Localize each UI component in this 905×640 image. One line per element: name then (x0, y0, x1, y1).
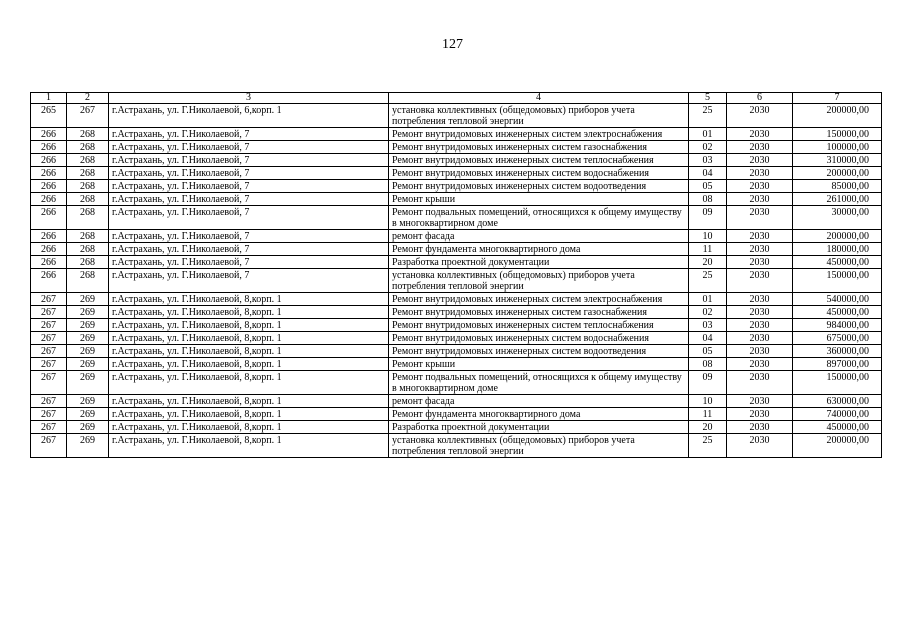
address-cell: г.Астрахань, ул. Г.Николаевой, 7 (109, 269, 389, 293)
table-body (31, 104, 882, 458)
work-code-cell: 01 (689, 128, 727, 141)
item-number-cell: 269 (67, 293, 109, 306)
address-cell: г.Астрахань, ул. Г.Николаевой, 7 (109, 243, 389, 256)
item-number-cell: 268 (67, 243, 109, 256)
work-code-cell: 08 (689, 358, 727, 371)
item-number-cell: 268 (67, 230, 109, 243)
address-cell: г.Астрахань, ул. Г.Николаевой, 8,корп. 1 (109, 332, 389, 345)
column-header: 6 (727, 93, 793, 104)
address-cell: г.Астрахань, ул. Г.Николаевой, 7 (109, 256, 389, 269)
work-code-cell: 09 (689, 371, 727, 395)
column-header: 4 (389, 93, 689, 104)
work-code-cell: 05 (689, 180, 727, 193)
table-row (31, 167, 882, 180)
row-number-cell: 267 (31, 408, 67, 421)
work-code-cell: 05 (689, 345, 727, 358)
cost-cell: 150000,00 (793, 269, 882, 293)
work-code-cell: 25 (689, 434, 727, 458)
table-row (31, 421, 882, 434)
repair-schedule-table (30, 92, 882, 458)
table-row (31, 293, 882, 306)
work-type-cell: Ремонт внутридомовых инженерных систем электроснабжения (389, 128, 689, 141)
work-code-cell: 01 (689, 293, 727, 306)
item-number-cell: 268 (67, 180, 109, 193)
work-type-cell: Ремонт внутридомовых инженерных систем водоснабжения (389, 332, 689, 345)
address-cell: г.Астрахань, ул. Г.Николаевой, 7 (109, 128, 389, 141)
table-row (31, 319, 882, 332)
item-number-cell: 268 (67, 193, 109, 206)
cost-cell: 984000,00 (793, 319, 882, 332)
row-number-cell: 266 (31, 193, 67, 206)
cost-cell: 740000,00 (793, 408, 882, 421)
cost-cell: 200000,00 (793, 167, 882, 180)
work-type-cell: Ремонт внутридомовых инженерных систем электроснабжения (389, 293, 689, 306)
year-cell: 2030 (727, 395, 793, 408)
table-row (31, 332, 882, 345)
work-type-cell: Ремонт фундамента многоквартирного дома (389, 408, 689, 421)
row-number-cell: 266 (31, 256, 67, 269)
cost-cell: 450000,00 (793, 306, 882, 319)
item-number-cell: 268 (67, 269, 109, 293)
row-number-cell: 267 (31, 293, 67, 306)
item-number-cell: 269 (67, 358, 109, 371)
work-type-cell: Ремонт крыши (389, 193, 689, 206)
row-number-cell: 267 (31, 332, 67, 345)
year-cell: 2030 (727, 243, 793, 256)
item-number-cell: 268 (67, 128, 109, 141)
item-number-cell: 269 (67, 345, 109, 358)
cost-cell: 450000,00 (793, 421, 882, 434)
work-code-cell: 11 (689, 408, 727, 421)
work-type-cell: Ремонт внутридомовых инженерных систем газоснабжения (389, 141, 689, 154)
work-code-cell: 09 (689, 206, 727, 230)
table-row (31, 206, 882, 230)
cost-cell: 85000,00 (793, 180, 882, 193)
work-type-cell: Ремонт внутридомовых инженерных систем водоотведения (389, 180, 689, 193)
cost-cell: 630000,00 (793, 395, 882, 408)
item-number-cell: 269 (67, 408, 109, 421)
address-cell: г.Астрахань, ул. Г.Николаевой, 6,корп. 1 (109, 104, 389, 128)
table-row (31, 345, 882, 358)
address-cell: г.Астрахань, ул. Г.Николаевой, 7 (109, 230, 389, 243)
year-cell: 2030 (727, 306, 793, 319)
cost-cell: 200000,00 (793, 230, 882, 243)
row-number-cell: 267 (31, 345, 67, 358)
work-type-cell: Ремонт внутридомовых инженерных систем водоотведения (389, 345, 689, 358)
column-header: 5 (689, 93, 727, 104)
cost-cell: 200000,00 (793, 434, 882, 458)
table-row (31, 154, 882, 167)
table-row (31, 243, 882, 256)
item-number-cell: 268 (67, 141, 109, 154)
table-row (31, 408, 882, 421)
item-number-cell: 267 (67, 104, 109, 128)
work-code-cell: 04 (689, 167, 727, 180)
work-type-cell: Ремонт фундамента многоквартирного дома (389, 243, 689, 256)
year-cell: 2030 (727, 293, 793, 306)
cost-cell: 450000,00 (793, 256, 882, 269)
work-code-cell: 20 (689, 256, 727, 269)
row-number-cell: 267 (31, 434, 67, 458)
work-type-cell: Разработка проектной документации (389, 421, 689, 434)
year-cell: 2030 (727, 319, 793, 332)
item-number-cell: 268 (67, 256, 109, 269)
address-cell: г.Астрахань, ул. Г.Николаевой, 8,корп. 1 (109, 319, 389, 332)
year-cell: 2030 (727, 128, 793, 141)
row-number-cell: 266 (31, 128, 67, 141)
table-row (31, 141, 882, 154)
work-code-cell: 10 (689, 230, 727, 243)
item-number-cell: 269 (67, 395, 109, 408)
year-cell: 2030 (727, 256, 793, 269)
work-code-cell: 25 (689, 269, 727, 293)
work-type-cell: ремонт фасада (389, 395, 689, 408)
cost-cell: 180000,00 (793, 243, 882, 256)
row-number-cell: 266 (31, 141, 67, 154)
cost-cell: 200000,00 (793, 104, 882, 128)
year-cell: 2030 (727, 104, 793, 128)
row-number-cell: 266 (31, 180, 67, 193)
table-row (31, 269, 882, 293)
work-type-cell: Ремонт крыши (389, 358, 689, 371)
year-cell: 2030 (727, 434, 793, 458)
year-cell: 2030 (727, 154, 793, 167)
cost-cell: 675000,00 (793, 332, 882, 345)
year-cell: 2030 (727, 206, 793, 230)
work-type-cell: установка коллективных (общедомовых) приборов учета потребления тепловой энергии (389, 434, 689, 458)
item-number-cell: 269 (67, 332, 109, 345)
address-cell: г.Астрахань, ул. Г.Николаевой, 8,корп. 1 (109, 395, 389, 408)
table-row (31, 395, 882, 408)
table-row (31, 230, 882, 243)
table-row (31, 358, 882, 371)
cost-cell: 100000,00 (793, 141, 882, 154)
item-number-cell: 269 (67, 371, 109, 395)
item-number-cell: 269 (67, 434, 109, 458)
year-cell: 2030 (727, 421, 793, 434)
item-number-cell: 269 (67, 306, 109, 319)
work-type-cell: Ремонт внутридомовых инженерных систем теплоснабжения (389, 319, 689, 332)
table-row (31, 371, 882, 395)
address-cell: г.Астрахань, ул. Г.Николаевой, 7 (109, 154, 389, 167)
address-cell: г.Астрахань, ул. Г.Николаевой, 7 (109, 141, 389, 154)
work-type-cell: Ремонт внутридомовых инженерных систем водоснабжения (389, 167, 689, 180)
work-code-cell: 02 (689, 306, 727, 319)
address-cell: г.Астрахань, ул. Г.Николаевой, 7 (109, 193, 389, 206)
cost-cell: 310000,00 (793, 154, 882, 167)
item-number-cell: 268 (67, 167, 109, 180)
work-code-cell: 08 (689, 193, 727, 206)
table-header-row (31, 93, 882, 104)
address-cell: г.Астрахань, ул. Г.Николаевой, 8,корп. 1 (109, 345, 389, 358)
year-cell: 2030 (727, 230, 793, 243)
year-cell: 2030 (727, 269, 793, 293)
cost-cell: 30000,00 (793, 206, 882, 230)
cost-cell: 261000,00 (793, 193, 882, 206)
work-type-cell: Ремонт внутридомовых инженерных систем газоснабжения (389, 306, 689, 319)
work-code-cell: 03 (689, 154, 727, 167)
item-number-cell: 268 (67, 206, 109, 230)
row-number-cell: 267 (31, 395, 67, 408)
address-cell: г.Астрахань, ул. Г.Николаевой, 8,корп. 1 (109, 306, 389, 319)
column-header: 2 (67, 93, 109, 104)
address-cell: г.Астрахань, ул. Г.Николаевой, 8,корп. 1 (109, 421, 389, 434)
address-cell: г.Астрахань, ул. Г.Николаевой, 8,корп. 1 (109, 358, 389, 371)
work-type-cell: Ремонт внутридомовых инженерных систем теплоснабжения (389, 154, 689, 167)
year-cell: 2030 (727, 167, 793, 180)
table-row (31, 193, 882, 206)
row-number-cell: 265 (31, 104, 67, 128)
work-code-cell: 20 (689, 421, 727, 434)
year-cell: 2030 (727, 408, 793, 421)
column-header: 3 (109, 93, 389, 104)
year-cell: 2030 (727, 141, 793, 154)
page-number: 127 (442, 37, 463, 52)
year-cell: 2030 (727, 358, 793, 371)
work-code-cell: 02 (689, 141, 727, 154)
year-cell: 2030 (727, 371, 793, 395)
row-number-cell: 267 (31, 306, 67, 319)
table-row (31, 128, 882, 141)
table-row (31, 104, 882, 128)
year-cell: 2030 (727, 180, 793, 193)
work-type-cell: Ремонт подвальных помещений, относящихся к общему имуществу в многоквартирном доме (389, 206, 689, 230)
row-number-cell: 266 (31, 230, 67, 243)
column-header: 7 (793, 93, 882, 104)
row-number-cell: 267 (31, 319, 67, 332)
item-number-cell: 269 (67, 421, 109, 434)
row-number-cell: 266 (31, 154, 67, 167)
column-header: 1 (31, 93, 67, 104)
address-cell: г.Астрахань, ул. Г.Николаевой, 8,корп. 1 (109, 434, 389, 458)
item-number-cell: 268 (67, 154, 109, 167)
row-number-cell: 267 (31, 358, 67, 371)
address-cell: г.Астрахань, ул. Г.Николаевой, 8,корп. 1 (109, 371, 389, 395)
work-type-cell: установка коллективных (общедомовых) приборов учета потребления тепловой энергии (389, 104, 689, 128)
work-type-cell: установка коллективных (общедомовых) приборов учета потребления тепловой энергии (389, 269, 689, 293)
address-cell: г.Астрахань, ул. Г.Николаевой, 7 (109, 180, 389, 193)
row-number-cell: 266 (31, 167, 67, 180)
row-number-cell: 266 (31, 269, 67, 293)
year-cell: 2030 (727, 345, 793, 358)
address-cell: г.Астрахань, ул. Г.Николаевой, 7 (109, 206, 389, 230)
address-cell: г.Астрахань, ул. Г.Николаевой, 7 (109, 167, 389, 180)
address-cell: г.Астрахань, ул. Г.Николаевой, 8,корп. 1 (109, 408, 389, 421)
row-number-cell: 267 (31, 371, 67, 395)
work-code-cell: 03 (689, 319, 727, 332)
work-code-cell: 04 (689, 332, 727, 345)
table-row (31, 256, 882, 269)
work-code-cell: 11 (689, 243, 727, 256)
cost-cell: 360000,00 (793, 345, 882, 358)
work-type-cell: ремонт фасада (389, 230, 689, 243)
table-row (31, 306, 882, 319)
work-code-cell: 10 (689, 395, 727, 408)
work-type-cell: Ремонт подвальных помещений, относящихся к общему имуществу в многоквартирном доме (389, 371, 689, 395)
table-container (30, 92, 881, 458)
cost-cell: 540000,00 (793, 293, 882, 306)
work-code-cell: 25 (689, 104, 727, 128)
table-row (31, 434, 882, 458)
address-cell: г.Астрахань, ул. Г.Николаевой, 8,корп. 1 (109, 293, 389, 306)
table-row (31, 180, 882, 193)
year-cell: 2030 (727, 332, 793, 345)
work-type-cell: Разработка проектной документации (389, 256, 689, 269)
row-number-cell: 266 (31, 206, 67, 230)
cost-cell: 897000,00 (793, 358, 882, 371)
year-cell: 2030 (727, 193, 793, 206)
cost-cell: 150000,00 (793, 128, 882, 141)
cost-cell: 150000,00 (793, 371, 882, 395)
item-number-cell: 269 (67, 319, 109, 332)
row-number-cell: 267 (31, 421, 67, 434)
row-number-cell: 266 (31, 243, 67, 256)
